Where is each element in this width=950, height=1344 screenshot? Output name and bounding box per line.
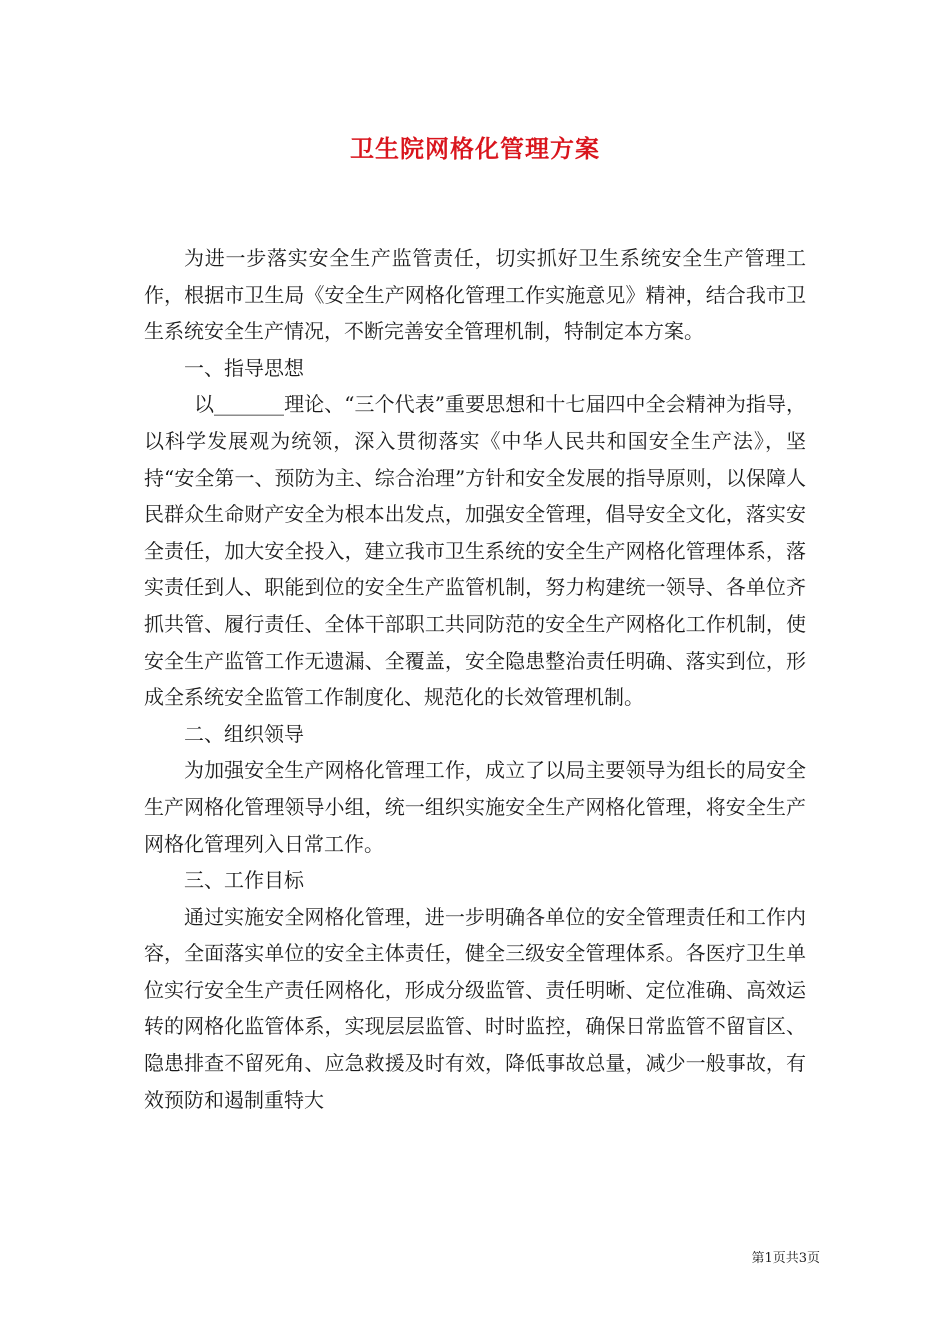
section-heading-organization: 二、组织领导 — [184, 721, 304, 746]
guiding-ideology-paragraph: 以_______理论、“三个代表”重要思想和十七届四中全会精神为指导，以科学发展观为统领，深入贯彻落实《中华人民共和国安全生产法》，坚持“安全第一、预防为主、综合治理”方针和安全发展的指导原则，以保障人民群众生命财产安全为根本出发点，加强安全管理，倡导安全文化，落实安全责任，加大安全投入，建立我市卫生系统的安全生产网格化管理体系，落实责任到人、职能到位的安全生产监管机制，努力构建统一领导、各单位齐抓共管、履行责任、全体干部职工共同防范的安全生产网格化工作机制，使安全生产监管工作无遗漏、全覆盖，安全隐患整治责任明确、落实到位，形成全系统安全监管工作制度化、规范化的长效管理机制。 — [144, 392, 806, 710]
work-goals-paragraph: 通过实施安全网格化管理，进一步明确各单位的安全管理责任和工作内容，全面落实单位的安全主体责任，健全三级安全管理体系。各医疗卫生单位实行安全生产责任网格化，形成分级监管、责任明晰、定位准确、高效运转的网格化监管体系，实现层层监管、时时监控，确保日常监管不留盲区、隐患排查不留死角、应急救援及时有效，降低事故总量，减少一般事故，有效预防和遏制重特大 — [144, 904, 806, 1112]
document-body — [144, 240, 806, 1118]
section-heading-guiding-ideology: 一、指导思想 — [184, 355, 304, 380]
intro-paragraph: 为进一步落实安全生产监管责任，切实抓好卫生系统安全生产管理工作，根据市卫生局《安全生产网格化管理工作实施意见》精神，结合我市卫生系统安全生产情况，不断完善安全管理机制，特制定本方案。 — [144, 246, 806, 344]
section-heading-work-goals: 三、工作目标 — [184, 868, 304, 893]
document-title: 卫生院网格化管理方案 — [350, 134, 600, 163]
page-number: 第1页共3页 — [751, 1251, 820, 1266]
organization-paragraph: 为加强安全生产网格化管理工作，成立了以局主要领导为组长的局安全生产网格化管理领导小组，统一组织实施安全生产网格化管理，将安全生产网格化管理列入日常工作。 — [144, 758, 806, 856]
